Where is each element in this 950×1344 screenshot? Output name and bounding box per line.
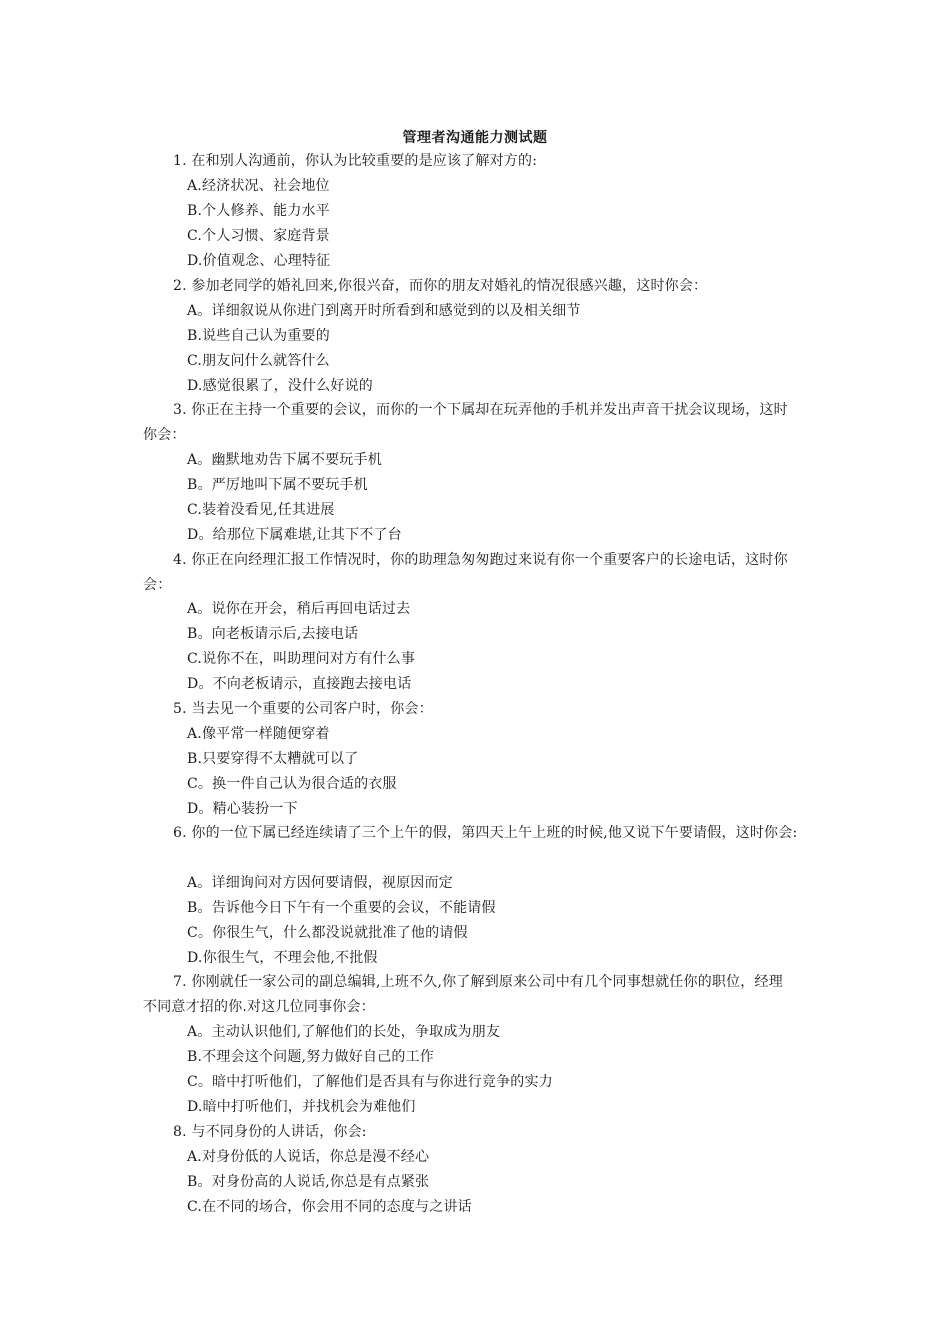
question-8-text: 8. 与不同身份的人讲话，你会: bbox=[173, 1124, 367, 1140]
question-6-option-a: A。详细询问对方因何要请假，视原因而定 bbox=[187, 875, 453, 891]
question-4-text-continued: 会： bbox=[143, 577, 172, 593]
question-6-option-c: C。你很生气，什么都没说就批准了他的请假 bbox=[187, 925, 468, 941]
question-4-text: 4. 你正在向经理汇报工作情况时，你的助理急匆匆跑过来说有你一个重要客户的长途电话，这时你 bbox=[173, 552, 788, 568]
question-8-option-c: C.在不同的场合，你会用不同的态度与之讲话 bbox=[187, 1199, 472, 1215]
question-7-text-continued: 不同意才招的你.对这几位同事你会： bbox=[143, 999, 375, 1015]
question-6-option-d: D.你很生气，不理会他,不批假 bbox=[187, 950, 378, 966]
question-4-option-a: A。说你在开会，稍后再回电话过去 bbox=[187, 601, 411, 617]
question-7-option-c: C。暗中打听他们，了解他们是否具有与你进行竞争的实力 bbox=[187, 1074, 553, 1090]
question-3-option-a: A。幽默地劝告下属不要玩手机 bbox=[187, 452, 382, 468]
question-4-option-b: B。向老板请示后,去接电话 bbox=[187, 626, 359, 642]
question-6-text: 6. 你的一位下属已经连续请了三个上午的假，第四天上午上班的时候,他又说下午要请假，这时你会: bbox=[173, 825, 798, 841]
question-3-option-b: B。严厉地叫下属不要玩手机 bbox=[187, 477, 368, 493]
question-3-option-c: C.装着没看见,任其进展 bbox=[187, 502, 335, 518]
question-7-text: 7. 你刚就任一家公司的副总编辑,上班不久,你了解到原来公司中有几个同事想就任你的职位，经理 bbox=[173, 974, 783, 990]
question-7-option-b: B.不理会这个问题,努力做好自己的工作 bbox=[187, 1049, 434, 1065]
question-8-option-b: B。对身份高的人说话,你总是有点紧张 bbox=[187, 1174, 430, 1190]
question-1-option-c: C.个人习惯、家庭背景 bbox=[187, 228, 330, 244]
question-3-option-d: D。给那位下属难堪,让其下不了台 bbox=[187, 527, 402, 543]
question-6-option-b: B。告诉他今日下午有一个重要的会议，不能请假 bbox=[187, 900, 496, 916]
question-2-option-b: B.说些自己认为重要的 bbox=[187, 328, 330, 344]
question-7-option-d: D.暗中打听他们，并找机会为难他们 bbox=[187, 1099, 416, 1115]
question-1-option-d: D.价值观念、心理特征 bbox=[187, 253, 331, 269]
question-2-option-d: D.感觉很累了，没什么好说的 bbox=[187, 378, 373, 394]
question-3-text: 3. 你正在主持一个重要的会议，而你的一个下属却在玩弄他的手机并发出声音干扰会议现场，这时 bbox=[173, 402, 788, 418]
document-title: 管理者沟通能力测试题 bbox=[402, 130, 548, 146]
question-2-text: 2. 参加老同学的婚礼回来,你很兴奋，而你的朋友对婚礼的情况很感兴趣，这时你会： bbox=[173, 278, 708, 294]
question-4-option-d: D。不向老板请示，直接跑去接电话 bbox=[187, 676, 412, 692]
question-5-option-c: C。换一件自己认为很合适的衣服 bbox=[187, 776, 397, 792]
question-1-text: 1. 在和别人沟通前，你认为比较重要的是应该了解对方的: bbox=[173, 153, 538, 169]
question-5-option-d: D。精心装扮一下 bbox=[187, 801, 298, 817]
question-3-text-continued: 你会： bbox=[143, 427, 186, 443]
question-4-option-c: C.说你不在，叫助理问对方有什么事 bbox=[187, 651, 416, 667]
question-5-option-b: B.只要穿得不太糟就可以了 bbox=[187, 751, 359, 767]
question-5-text: 5. 当去见一个重要的公司客户时，你会： bbox=[173, 701, 433, 717]
question-8-option-a: A.对身份低的人说话，你总是漫不经心 bbox=[187, 1149, 430, 1165]
question-2-option-a: A。详细叙说从你进门到离开时所看到和感觉到的以及相关细节 bbox=[187, 303, 581, 319]
question-2-option-c: C.朋友问什么就答什么 bbox=[187, 353, 330, 369]
question-5-option-a: A.像平常一样随便穿着 bbox=[187, 726, 330, 742]
question-7-option-a: A。主动认识他们,了解他们的长处，争取成为朋友 bbox=[187, 1024, 501, 1040]
question-1-option-a: A.经济状况、社会地位 bbox=[187, 178, 330, 194]
question-1-option-b: B.个人修养、能力水平 bbox=[187, 203, 330, 219]
